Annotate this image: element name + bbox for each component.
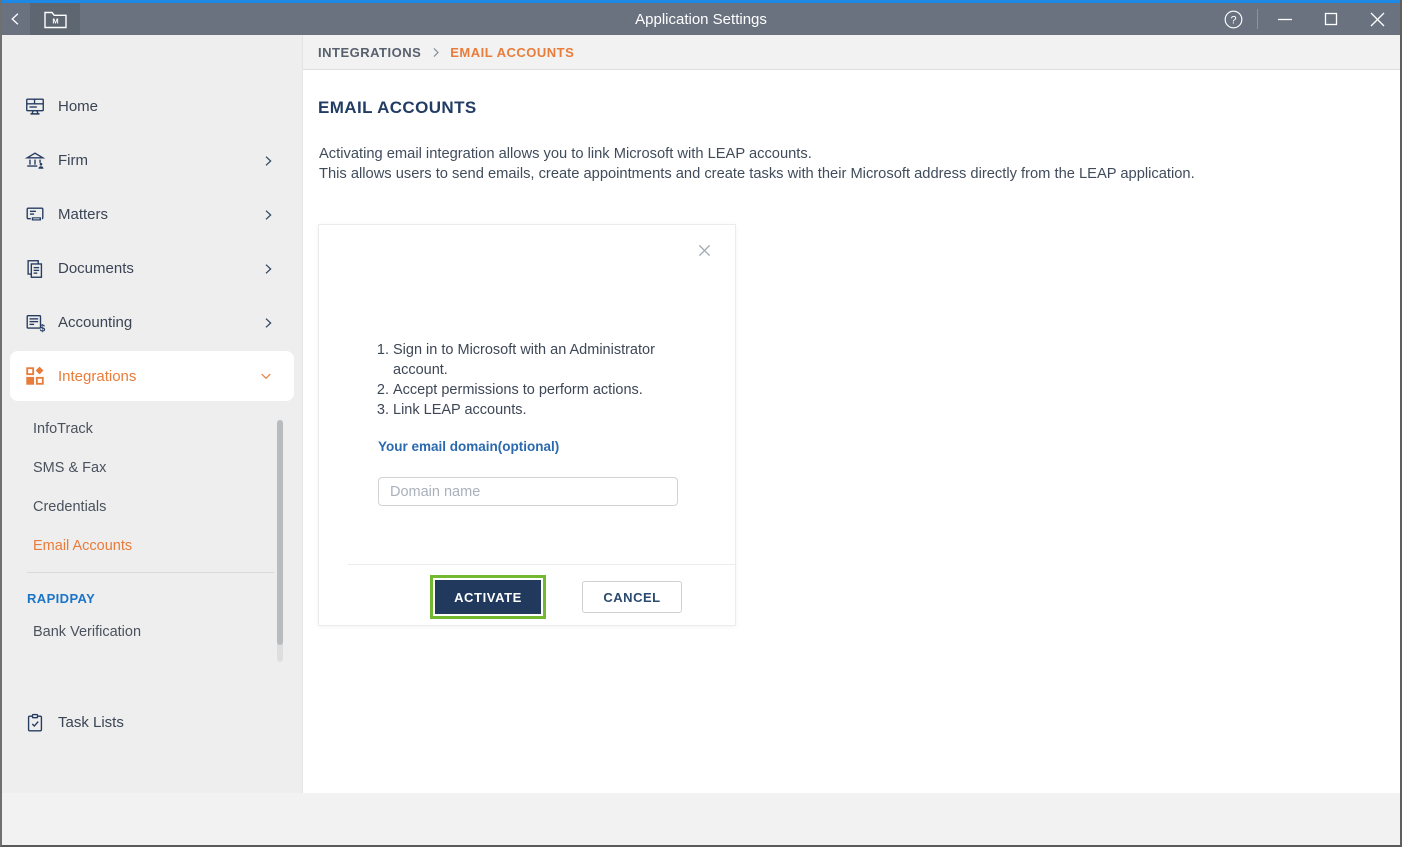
chevron-down-icon bbox=[258, 368, 274, 384]
sidebar-item-label: Firm bbox=[58, 152, 88, 169]
minimize-button[interactable] bbox=[1262, 3, 1308, 35]
dialog-footer-divider bbox=[348, 564, 735, 565]
main-panel bbox=[303, 35, 1400, 793]
chevron-right-icon bbox=[260, 261, 276, 277]
integrations-icon bbox=[24, 365, 46, 387]
cancel-button[interactable]: CANCEL bbox=[582, 581, 682, 613]
svg-text:M: M bbox=[51, 16, 59, 26]
sidebar-item-home[interactable] bbox=[2, 85, 302, 128]
rapidpay-section-label: RAPIDPAY bbox=[27, 591, 96, 606]
content-area bbox=[303, 70, 1400, 793]
sidebar-subitem-bank-verification[interactable] bbox=[2, 612, 302, 652]
maximize-button[interactable] bbox=[1308, 3, 1354, 35]
task-lists-icon bbox=[24, 712, 46, 734]
matters-icon bbox=[24, 204, 46, 226]
subitem-label: Email Accounts bbox=[33, 537, 133, 554]
documents-icon bbox=[24, 258, 46, 280]
subitem-label: Bank Verification bbox=[33, 624, 142, 640]
accounting-icon bbox=[24, 312, 46, 334]
activate-button-highlight bbox=[430, 575, 546, 619]
dialog-close-icon bbox=[695, 241, 714, 260]
window-title: Application Settings bbox=[635, 10, 767, 28]
page-description bbox=[319, 144, 1195, 184]
breadcrumb-chevron-icon bbox=[428, 45, 443, 60]
sidebar-item-firm[interactable] bbox=[2, 139, 302, 182]
integrations-submenu bbox=[2, 409, 302, 565]
sidebar-item-label: Task Lists bbox=[58, 714, 124, 731]
help-button[interactable] bbox=[1213, 3, 1253, 35]
window-bottom-strip bbox=[2, 793, 1400, 845]
dialog-close-button[interactable] bbox=[695, 241, 714, 260]
sidebar-nav bbox=[2, 35, 302, 652]
title-bar-controls bbox=[1213, 3, 1400, 35]
sidebar-item-label: Documents bbox=[58, 260, 134, 277]
breadcrumb-parent[interactable]: INTEGRATIONS bbox=[318, 44, 422, 60]
title-bar-separator bbox=[1257, 9, 1258, 29]
sidebar-item-integrations[interactable] bbox=[10, 351, 294, 401]
subitem-label: SMS & Fax bbox=[33, 459, 107, 476]
activation-step: 3. Link LEAP accounts. bbox=[393, 400, 682, 420]
maximize-icon bbox=[1323, 11, 1339, 27]
page-description-line2: This allows users to send emails, create appointments and create tasks with their Microsoft address directly from the LEAP application. bbox=[319, 166, 1195, 182]
sidebar-subitem-email-accounts[interactable] bbox=[2, 526, 302, 565]
help-icon bbox=[1223, 9, 1244, 30]
activation-steps-list bbox=[377, 340, 682, 420]
matter-folder-button[interactable] bbox=[30, 3, 80, 35]
back-button[interactable] bbox=[2, 3, 30, 35]
svg-text:$: $ bbox=[39, 322, 46, 334]
sidebar-item-label: Accounting bbox=[58, 314, 133, 331]
close-button[interactable] bbox=[1354, 3, 1400, 35]
back-icon bbox=[7, 10, 25, 28]
activation-step: 1. Sign in to Microsoft with an Administrator account. bbox=[393, 340, 682, 380]
sidebar-item-accounting[interactable] bbox=[2, 301, 302, 344]
page-title: EMAIL ACCOUNTS bbox=[318, 98, 477, 117]
sidebar-subitem-infotrack[interactable] bbox=[2, 409, 302, 448]
title-bar bbox=[2, 0, 1400, 35]
sidebar bbox=[2, 35, 303, 793]
breadcrumb-current: EMAIL ACCOUNTS bbox=[450, 44, 575, 60]
sidebar-scrollbar[interactable] bbox=[277, 420, 283, 662]
sidebar-divider bbox=[27, 572, 274, 573]
chevron-right-icon bbox=[260, 315, 276, 331]
firm-icon bbox=[24, 150, 46, 172]
domain-name-input[interactable] bbox=[378, 477, 678, 506]
subitem-label: InfoTrack bbox=[33, 420, 93, 437]
email-activation-dialog bbox=[318, 224, 736, 626]
chevron-right-icon bbox=[260, 207, 276, 223]
sidebar-item-label: Home bbox=[58, 98, 99, 115]
minimize-icon bbox=[1277, 11, 1293, 27]
sidebar-item-matters[interactable] bbox=[2, 193, 302, 236]
chevron-right-icon bbox=[260, 153, 276, 169]
page-description-line1: Activating email integration allows you to link Microsoft with LEAP accounts. bbox=[319, 146, 812, 162]
window-body bbox=[2, 35, 1400, 793]
sidebar-subitem-credentials[interactable] bbox=[2, 487, 302, 526]
sidebar-subitem-sms-fax[interactable] bbox=[2, 448, 302, 487]
svg-text:?: ? bbox=[1229, 13, 1237, 26]
activate-button[interactable]: ACTIVATE bbox=[435, 580, 541, 614]
sidebar-scrollbar-thumb[interactable] bbox=[277, 420, 283, 645]
sidebar-item-task-lists[interactable] bbox=[2, 701, 302, 744]
sidebar-item-label: Integrations bbox=[58, 367, 137, 385]
email-domain-label: Your email domain(optional) bbox=[378, 439, 560, 454]
breadcrumb bbox=[303, 35, 1400, 70]
sidebar-item-documents[interactable] bbox=[2, 247, 302, 290]
subitem-label: Credentials bbox=[33, 498, 107, 515]
sidebar-item-label: Matters bbox=[58, 206, 109, 223]
activation-step: 2. Accept permissions to perform actions. bbox=[393, 380, 682, 400]
folder-m-icon bbox=[42, 8, 69, 30]
close-icon bbox=[1369, 11, 1386, 28]
home-icon bbox=[24, 96, 46, 118]
